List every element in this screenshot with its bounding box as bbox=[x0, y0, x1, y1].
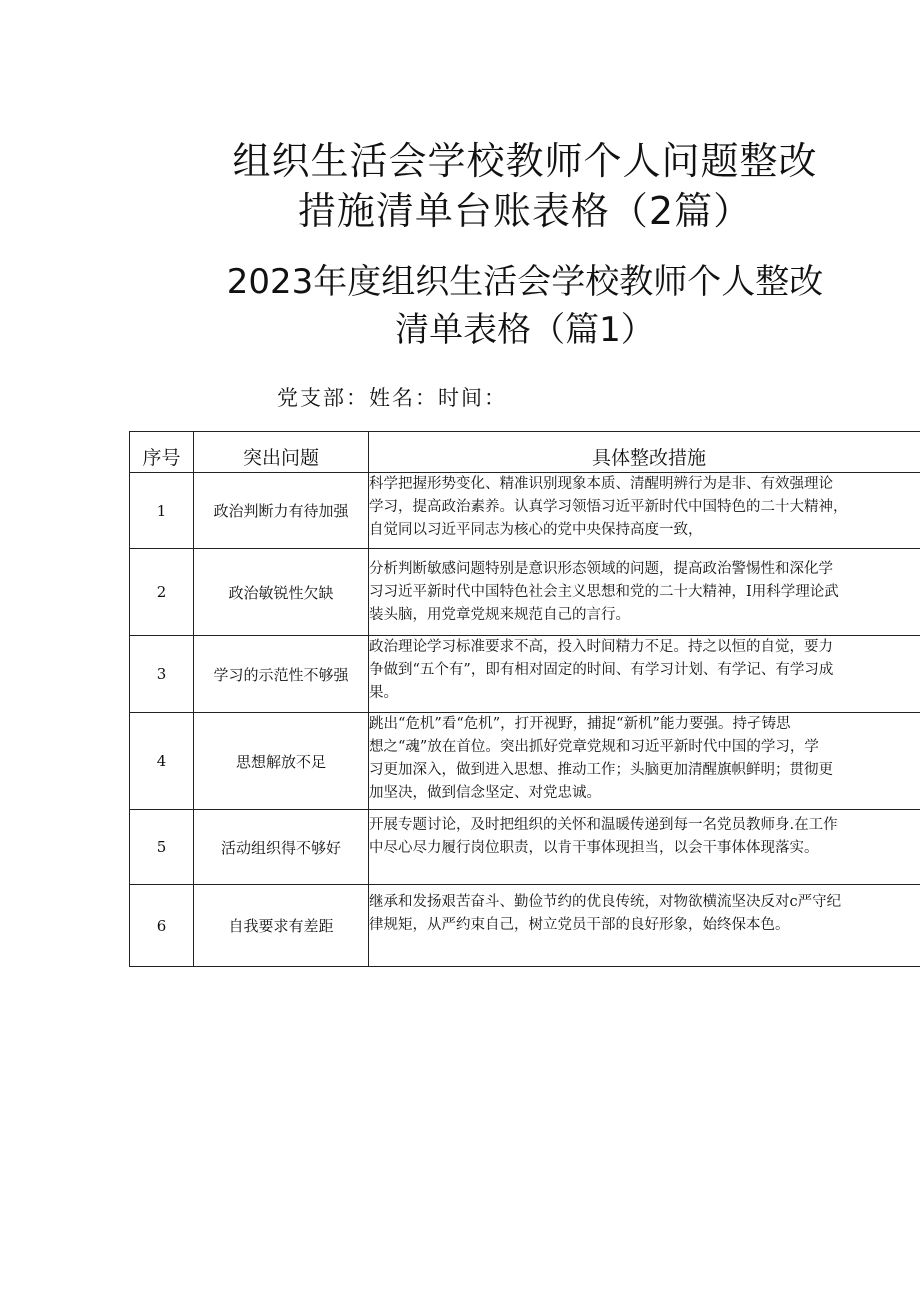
measure-line: 习更加深入，做到进入思想、推动工作；头脑更加清醒旗帜鲜明；贯彻更 bbox=[369, 762, 833, 778]
measure-line: 自觉同以习近平同志为核心的党中央保持高度一致， bbox=[369, 522, 703, 538]
row-measures bbox=[369, 810, 920, 885]
table-row bbox=[130, 885, 920, 967]
measure-line: 加坚决，做到信念坚定、对党忠诚。 bbox=[369, 785, 601, 801]
meta-time-label: 时间： bbox=[438, 386, 507, 410]
table-row bbox=[130, 713, 920, 810]
title-line-2: 措施清单台账表格（2篇） bbox=[297, 189, 753, 233]
table-row bbox=[130, 636, 920, 713]
row-measures bbox=[369, 713, 920, 810]
meta-fields bbox=[277, 384, 507, 412]
row-number: 1 bbox=[130, 473, 194, 549]
measure-line: 跳出“危机”看“危机”，打开视野，捕捉“新机”能力要强。持孑铸思 bbox=[369, 716, 791, 732]
document-title bbox=[150, 136, 900, 236]
table-row bbox=[130, 473, 920, 549]
header-issue: 突出问题 bbox=[194, 432, 369, 473]
row-issue: 政治敏锐性欠缺 bbox=[194, 549, 369, 636]
row-issue: 学习的示范性不够强 bbox=[194, 636, 369, 713]
measure-line: 开展专题讨论，及时把组织的关怀和温暖传递到每一名党员教师身.在工作 bbox=[369, 817, 838, 833]
table-row bbox=[130, 549, 920, 636]
measure-line: 想之“魂”放在首位。突出抓好党章党规和习近平新时代中国的学习，学 bbox=[369, 739, 819, 755]
measure-line: 政治理论学习标准要求不高，投入时间精力不足。持之以恒的自觉，要力 bbox=[369, 639, 833, 655]
row-number: 2 bbox=[130, 549, 194, 636]
document-subtitle bbox=[150, 258, 900, 354]
row-measures bbox=[369, 473, 920, 549]
row-issue: 政治判断力有待加强 bbox=[194, 473, 369, 549]
measure-line: 争做到“五个有”，即有相对固定的时间、有学习计划、有学记、有学习成 bbox=[369, 662, 834, 678]
subtitle-line-2: 清单表格（篇1） bbox=[395, 310, 655, 350]
row-number: 4 bbox=[130, 713, 194, 810]
table-header-row bbox=[130, 432, 920, 473]
measure-line: 学习，提高政治素养。认真学习领悟习近平新时代中国特色的二十大精神， bbox=[369, 499, 848, 515]
header-measures: 具体整改措施 bbox=[369, 432, 920, 473]
row-issue: 活动组织得不够好 bbox=[194, 810, 369, 885]
measure-line: 果。 bbox=[369, 685, 398, 701]
row-measures bbox=[369, 885, 920, 967]
measure-line: 装头脑，用党章党规来规范自己的言行。 bbox=[369, 607, 630, 623]
row-number: 6 bbox=[130, 885, 194, 967]
row-number: 3 bbox=[130, 636, 194, 713]
measure-line: 律规矩，从严约束自己，树立党员干部的良好形象，始终保本色。 bbox=[369, 917, 790, 933]
row-measures bbox=[369, 549, 920, 636]
row-issue: 思想解放不足 bbox=[194, 713, 369, 810]
meta-name-label: 姓名： bbox=[369, 386, 438, 410]
measure-line: 习习近平新时代中国特色社会主义思想和党的二十大精神，I用科学理论武 bbox=[369, 584, 839, 600]
row-number: 5 bbox=[130, 810, 194, 885]
measure-line: 科学把握形势变化、精准识别现象本质、清醒明辨行为是非、有效强理论 bbox=[369, 476, 833, 492]
subtitle-line-1: 2023年度组织生活会学校教师个人整改 bbox=[226, 262, 824, 302]
measure-line: 继承和发扬艰苦奋斗、勤俭节约的优良传统，对物欲横流坚决反对c严守纪 bbox=[369, 894, 842, 910]
row-issue: 自我要求有差距 bbox=[194, 885, 369, 967]
meta-party-branch-label: 党支部： bbox=[277, 386, 369, 410]
title-line-1: 组织生活会学校教师个人问题整改 bbox=[232, 139, 818, 183]
rectification-table bbox=[129, 431, 920, 967]
table-row bbox=[130, 810, 920, 885]
row-measures bbox=[369, 636, 920, 713]
header-seq: 序号 bbox=[130, 432, 194, 473]
measure-line: 中尽心尽力履行岗位职责，以肯干事体现担当，以会干事体体现落实。 bbox=[369, 840, 819, 856]
measure-line: 分析判断敏感问题特别是意识形态领域的问题，提高政治警惕性和深化学 bbox=[369, 561, 833, 577]
